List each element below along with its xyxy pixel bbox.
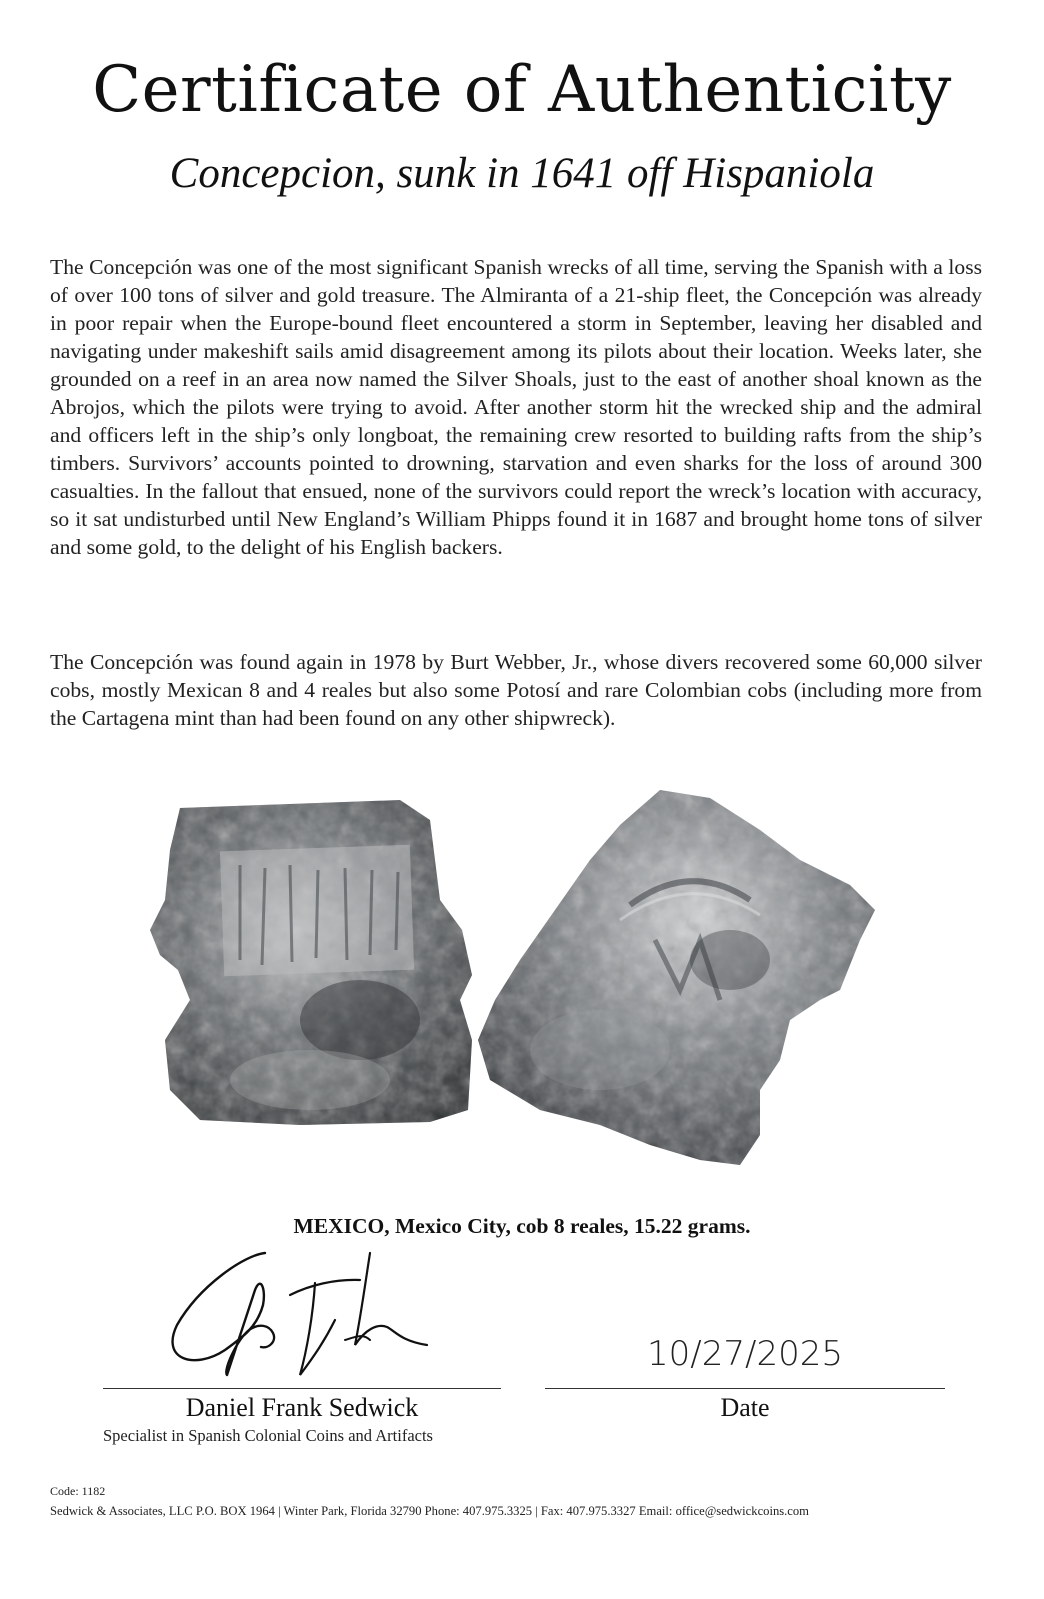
date-line xyxy=(545,1388,945,1389)
certificate-subtitle: Concepcion, sunk in 1641 off Hispaniola xyxy=(169,150,875,197)
signing-date-value: 10/27/2025 xyxy=(647,1334,843,1374)
signature-image xyxy=(165,1245,430,1385)
coin-obverse xyxy=(150,800,472,1125)
signer-name: Daniel Frank Sedwick xyxy=(185,1393,419,1422)
company-contact-footer: Sedwick & Associates, LLC P.O. BOX 1964 | Winter Park, Florida 32790 Phone: 407.975.3325 | Fax: 407.975.3327 Email: office@sedwickcoins.com xyxy=(50,1504,809,1518)
history-paragraph-1: The Concepción was one of the most significant Spanish wrecks of all time, serving the Spanish with a loss of over 100 tons of silver and gold treasure. The Almiranta of a 21-ship fleet, the Concepción was already in poor repair when the Europe-bound fleet encountered a storm in September, leaving her disabled and navigating under makeshift sails amid disagreement among its pilots about their location. Weeks later, she grounded on a reef in an area now named the Silver Shoals, just to the east of another shoal known as the Abrojos, which the pilots were trying to avoid. After another storm hit the wrecked ship and the admiral and officers left in the ship’s only longboat, the remaining crew resorted to building rafts from the ship’s timbers. Survivors’ accounts pointed to drowning, starvation and even sharks for the loss of around 300 casualties. In the fallout that ensued, none of the survivors could report the wreck’s location with accuracy, so it sat undisturbed until New England’s William Phipps found it in 1687 and brought home tons of silver and some gold, to the delight of his English backers. xyxy=(50,255,982,559)
signer-title: Specialist in Spanish Colonial Coins and Artifacts xyxy=(103,1426,433,1445)
history-paragraph-2: The Concepción was found again in 1978 by Burt Webber, Jr., whose divers recovered some 60,000 silver cobs, mostly Mexican 8 and 4 reales but also some Potosí and rare Colombian cobs (including more from the Cartagena mint than had been found on any other shipwreck). xyxy=(50,650,982,730)
certificate-code: Code: 1182 xyxy=(50,1484,106,1498)
date-label: Date xyxy=(720,1393,770,1422)
coin-photo xyxy=(0,790,1044,1180)
coin-caption: MEXICO, Mexico City, cob 8 reales, 15.22 grams. xyxy=(293,1214,751,1238)
signature-line xyxy=(103,1388,501,1389)
certificate-title: Certificate of Authenticity xyxy=(92,53,952,127)
coin-reverse xyxy=(478,790,875,1165)
